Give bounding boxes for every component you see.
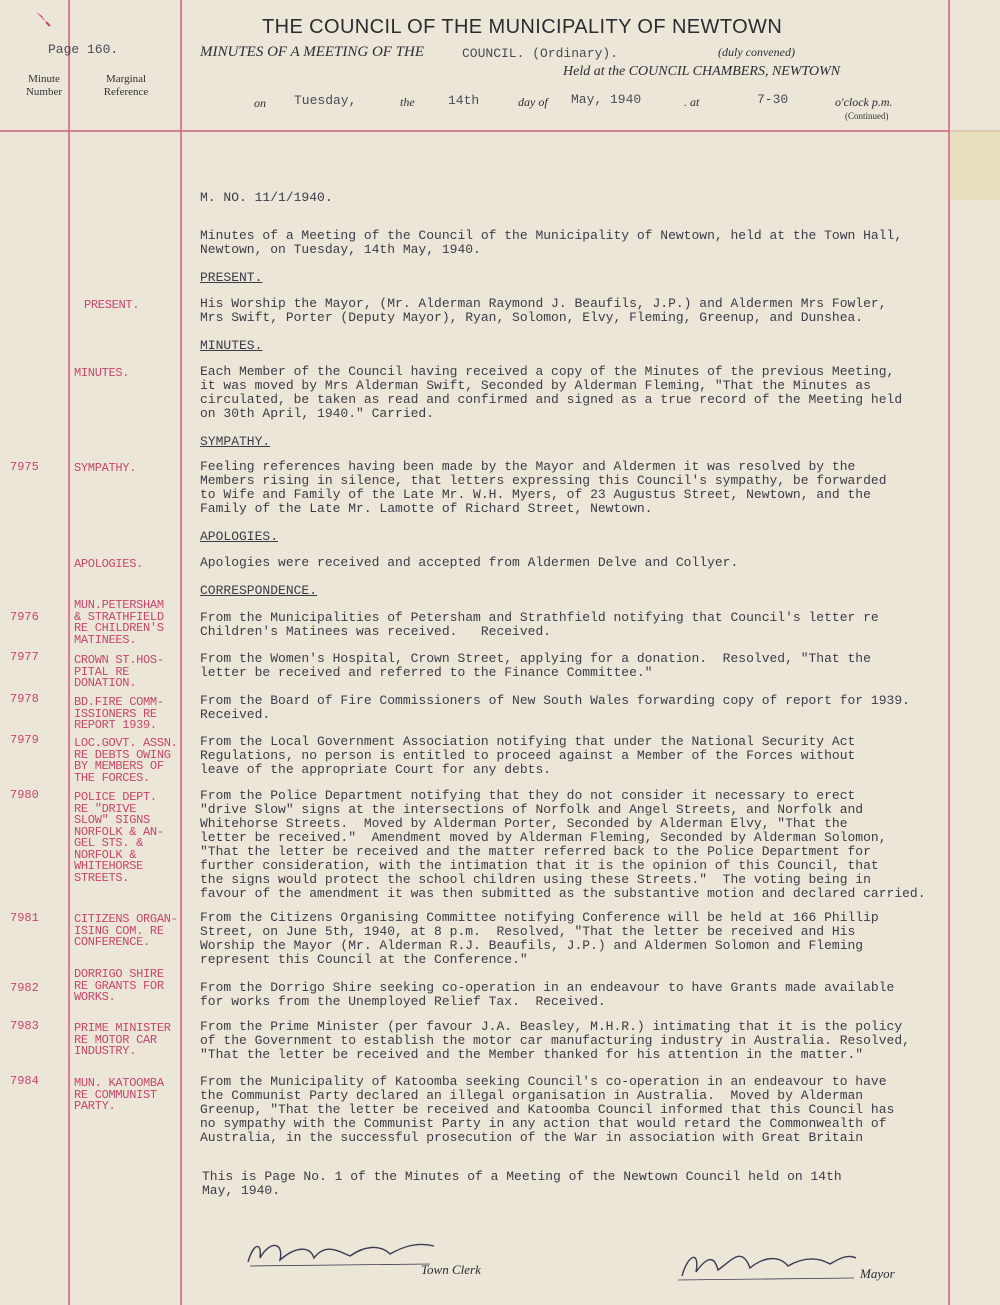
margin-ref-7980: POLICE DEPT. RE "DRIVE SLOW" SIGNS NORFOLK & AN- GEL STS. & NORFOLK & WHITEHORSE STREETS. bbox=[74, 790, 164, 885]
minute-number-7983: 7983 bbox=[10, 1019, 39, 1033]
entry-7981: From the Citizens Organising Committee notifying Conference will be held at 166 Phillip Street, on June 5th, 1940, at 8 p.m. Resolved, "That the letter be received and His Worship the Mayor (Mr. Alderman R.J. Beaufils, J.P.) and Aldermen Solomon and Fleming represent this Council at the Conference." bbox=[200, 910, 879, 967]
minute-number-7977: 7977 bbox=[10, 650, 39, 664]
meeting-month-year: May, 1940 bbox=[571, 92, 642, 107]
entry-7984: From the Municipality of Katoomba seeking Council's co-operation in an endeavour to have the Communist Party declared an illegal organisation in Australia. Moved by Alderman Greenup, "That the letter be received and Katoomba Council informed that this Council has no sympathy with the Communist Party in any action that would retard the Commonwealth of Australia, in the successful prosecution of the War in association with Great Britain bbox=[200, 1074, 895, 1145]
header-rule bbox=[0, 130, 1000, 132]
margin-ref-apologies: APOLOGIES. bbox=[74, 557, 144, 571]
minute-number-rule bbox=[68, 0, 70, 1305]
minute-number-7978: 7978 bbox=[10, 692, 39, 706]
town-clerk-label: Town Clerk bbox=[421, 1262, 481, 1277]
minute-number-7976: 7976 bbox=[10, 610, 39, 624]
entry-7982: From the Dorrigo Shire seeking co-operation in an endeavour to have Grants made available for works from the Unemployed Relief Tax. Received. bbox=[200, 980, 895, 1009]
meeting-day-name: Tuesday, bbox=[294, 93, 357, 108]
council-title: THE COUNCIL OF THE MUNICIPALITY OF NEWTOWN bbox=[262, 16, 783, 38]
page-number: Page 160. bbox=[48, 42, 119, 57]
minutes-of-label: MINUTES OF A MEETING OF THE bbox=[200, 44, 425, 60]
margin-ref-minutes: MINUTES. bbox=[74, 366, 130, 380]
margin-ref-7976: MUN.PETERSHAM & STRATHFIELD RE CHILDREN'S MATINEES. bbox=[74, 598, 164, 647]
minute-number-7979: 7979 bbox=[10, 733, 39, 747]
marginal-reference-heading: Marginal Reference bbox=[103, 73, 149, 98]
entry-7979: From the Local Government Association notifying that under the National Security Act Regulations, no person is entitled to proceed against a Member of the Forces without leave of the appropriate Court for any debts. bbox=[200, 734, 856, 777]
town-clerk-signature-icon bbox=[240, 1232, 440, 1272]
held-at: Held at the COUNCIL CHAMBERS, NEWTOWN bbox=[563, 64, 841, 79]
on-label: on bbox=[254, 96, 266, 110]
heading-apologies: APOLOGIES. bbox=[200, 529, 279, 544]
minute-number-heading: Minute Number bbox=[25, 73, 63, 98]
entry-7977: From the Women's Hospital, Crown Street, applying for a donation. Resolved, "That the letter be received and referred to the Finance Committee." bbox=[200, 651, 871, 680]
corner-mark-icon bbox=[32, 8, 54, 30]
entry-minutes: Each Member of the Council having received a copy of the Minutes of the previous Meeting, it was moved by Mrs Alderman Swift, Seconded by Alderman Fleming, "That the Minutes as circulated, be taken as read and confirmed and signed as a true record of the Meeting held on 30th April, 1940." Carried. bbox=[200, 364, 903, 421]
entry-apologies: Apologies were received and accepted from Aldermen Delve and Collyer. bbox=[200, 555, 739, 570]
meeting-day: 14th bbox=[448, 93, 480, 108]
margin-ref-sympathy: SYMPATHY. bbox=[74, 461, 137, 475]
margin-ref-7979: LOC.GOVT. ASSN. RE DEBTS OWING BY MEMBERS OF THE FORCES. bbox=[74, 736, 178, 785]
day-of-label: day of bbox=[518, 95, 548, 109]
margin-ref-7978: BD.FIRE COMM- ISSIONERS RE REPORT 1939. bbox=[74, 695, 164, 732]
minute-number-7982: 7982 bbox=[10, 981, 39, 995]
heading-sympathy: SYMPATHY. bbox=[200, 434, 271, 449]
margin-ref-7977: CROWN ST.HOS- PITAL RE DONATION. bbox=[74, 653, 164, 690]
intro-paragraph: Minutes of a Meeting of the Council of the Municipality of Newtown, held at the Town Hall, Newtown, on Tuesday, 14th May, 1940. bbox=[200, 228, 903, 257]
page-footer-note: This is Page No. 1 of the Minutes of a Meeting of the Newtown Council held on 14th May, 1940. bbox=[202, 1169, 842, 1198]
heading-correspondence: CORRESPONDENCE. bbox=[200, 583, 318, 598]
minute-number-7981: 7981 bbox=[10, 911, 39, 925]
entry-7976: From the Municipalities of Petersham and Strathfield notifying that Council's letter re Children's Matinees was received. Received. bbox=[200, 610, 879, 639]
at-label: . at bbox=[684, 95, 700, 109]
meeting-time: 7-30 bbox=[757, 92, 789, 107]
minute-reference: M. NO. 11/1/1940. bbox=[200, 190, 333, 205]
entry-7983: From the Prime Minister (per favour J.A. Beasley, M.H.R.) intimating that it is the policy of the Government to establish the motor car manufacturing industry in Australia. Resolved, "That the letter be received and the Member thanked for his attention in the matter." bbox=[200, 1019, 910, 1062]
entry-7978: From the Board of Fire Commissioners of New South Wales forwarding copy of report for 1939. Received. bbox=[200, 693, 910, 722]
tape-mark bbox=[950, 130, 1000, 200]
entry-sympathy: Feeling references having been made by the Mayor and Aldermen it was resolved by the Members rising in silence, that letters expressing this Council's sympathy, be forwarded to Wife and Family of the Late Mr. W.H. Myers, of 23 Augustus Street, Newtown, and the Family of the Late Mr. Lamotte of Richard Street, Newtown. bbox=[200, 459, 887, 516]
margin-ref-present: PRESENT. bbox=[84, 298, 140, 312]
oclock-label: o'clock p.m. bbox=[835, 95, 893, 109]
entry-present: His Worship the Mayor, (Mr. Alderman Raymond J. Beaufils, J.P.) and Aldermen Mrs Fowler, Mrs Swift, Porter (Deputy Mayor), Ryan, Solomon, Elvy, Fleming, Greenup, and Dunshea. bbox=[200, 296, 887, 325]
the-label: the bbox=[400, 95, 415, 109]
duly-convened: (duly convened) bbox=[718, 45, 795, 59]
marginal-reference-rule bbox=[180, 0, 182, 1305]
meeting-type: COUNCIL. (Ordinary). bbox=[462, 46, 619, 61]
heading-present: PRESENT. bbox=[200, 270, 263, 285]
margin-ref-7984: MUN. KATOOMBA RE COMMUNIST PARTY. bbox=[74, 1076, 164, 1113]
heading-minutes: MINUTES. bbox=[200, 338, 263, 353]
minute-number-7984: 7984 bbox=[10, 1074, 39, 1088]
continued-label: (Continued) bbox=[845, 111, 889, 121]
minute-number-7980: 7980 bbox=[10, 788, 39, 802]
mayor-signature-icon bbox=[670, 1240, 860, 1288]
entry-7980: From the Police Department notifying that they do not consider it necessary to erect "drive Slow" signs at the intersections of Norfolk and Angel Streets, and Norfolk and Whitehorse Streets. Moved by Alderman Porter, Seconded by Alderman Elvy, "That the letter be received." Amendment moved by Alderman Fleming, Seconded by Alderman Solomon, "That the letter be received and the matter referred back to the Police Department for further consideration, with the intimation that it is the opinion of this Council, that the signs would protect the school children using these Streets." The voting being in favour of the amendment it was then submitted as the substantive motion and declared carried. bbox=[200, 788, 926, 901]
minute-number-7975: 7975 bbox=[10, 460, 39, 474]
margin-ref-7983: PRIME MINISTER RE MOTOR CAR INDUSTRY. bbox=[74, 1021, 171, 1058]
mayor-label: Mayor bbox=[860, 1266, 895, 1281]
margin-ref-7982: DORRIGO SHIRE RE GRANTS FOR WORKS. bbox=[74, 967, 164, 1004]
margin-ref-7981: CITIZENS ORGAN- ISING COM. RE CONFERENCE. bbox=[74, 912, 178, 949]
